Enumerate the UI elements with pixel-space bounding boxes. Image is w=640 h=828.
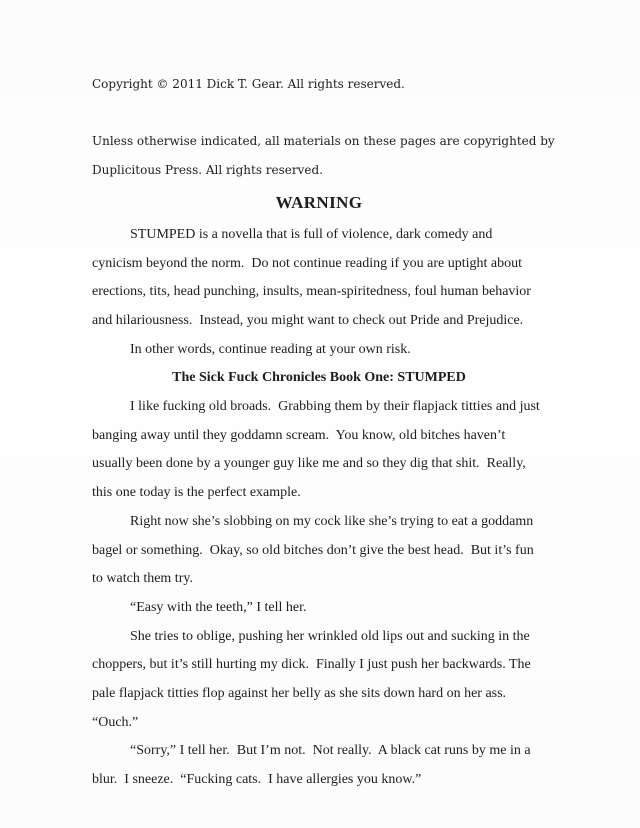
story-paragraph: Right now she’s slobbing on my cock like she’s trying to eat a goddamn bagel or something. Okay, so old bitches don’t give the best head. But it’s fun to watch them try. [92,513,538,587]
story-paragraph: I like fucking old broads. Grabbing them by their flapjack titties and just banging away until they goddamn scream. You know, old bitches haven’t usually been done by a younger guy like me and so they dig that shit. Really, this one today is the perfect example. [92,399,544,501]
story-paragraph: “Easy with the teeth,” I tell her. [130,599,307,615]
story-paragraph: She tries to oblige, pushing her wrinkled old lips out and sucking in the choppers, but it’s still hurting my dick. Finally I just push her backwards. The pale flapjack titties flop against her belly as she sits down hard on her ass. “Ouch.” [92,628,535,730]
chapter-title: The Sick Fuck Chronicles Book One: STUMPED [172,370,466,386]
warning-heading: WARNING [275,192,363,212]
publisher-notice: Unless otherwise indicated, all materials on these pages are copyrighted by Duplicitous Press. All rights reserved. [92,134,559,178]
warning-paragraph: STUMPED is a novella that is full of violence, dark comedy and cynicism beyond the norm. Do not continue reading if you are uptight about erections, tits, head punching, insults, mean-spiritedness, foul human behavior and hilariousness. Instead, you might want to check out Pride and Prejudice. [92,226,535,328]
copyright-line: Copyright © 2011 Dick T. Gear. All rights reserved. [92,77,405,91]
warning-paragraph: In other words, continue reading at your own risk. [130,341,411,357]
story-paragraph: “Sorry,” I tell her. But I’m not. Not really. A black cat runs by me in a blur. I sneeze. “Fucking cats. I have allergies you know.” [92,743,535,788]
